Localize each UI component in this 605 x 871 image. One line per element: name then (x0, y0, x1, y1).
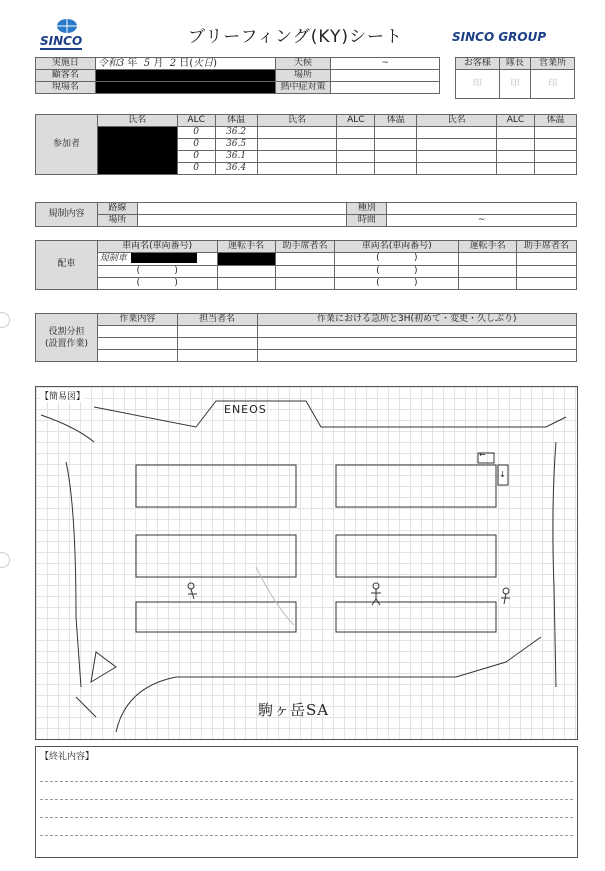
diagram-section[interactable] (35, 386, 578, 740)
approval-header-chief: 隊長 (499, 58, 530, 70)
dispatch-vehicle-1[interactable] (97, 253, 217, 266)
road-line (41, 415, 94, 442)
roles-row (36, 350, 577, 362)
date-label: 実施日 (36, 58, 96, 70)
roles-header-keypoints: 作業における急所と3H(初めて・変更・久しぶり) (257, 314, 576, 326)
time-value[interactable] (387, 215, 577, 227)
dispatch-passenger-2[interactable] (517, 277, 577, 289)
dispatch-row (36, 277, 577, 289)
dispatch-driver-1[interactable] (217, 265, 275, 277)
roles-cell[interactable] (97, 350, 177, 362)
participant-cell[interactable] (497, 151, 535, 163)
dispatch-header-vehicle-1: 車両名(車両番号) (97, 241, 217, 253)
paren-open: ( (136, 277, 141, 288)
stamp-office-label: 印 (548, 78, 558, 89)
worker-figure (371, 589, 381, 605)
driver-redacted (217, 253, 275, 266)
participant-header-alc-3: ALC (497, 115, 535, 127)
date-month: 5 (143, 58, 151, 69)
participant-header-name-1: 氏名 (97, 115, 177, 127)
approval-header-office: 営業所 (531, 58, 575, 70)
dispatch-driver-2[interactable] (459, 277, 517, 289)
participant-alc[interactable]: 0 (177, 139, 215, 151)
roles-cell[interactable] (97, 326, 177, 338)
client-value-redacted (95, 70, 275, 82)
dispatch-driver-1[interactable] (217, 277, 275, 289)
dispatch-header-passenger-1: 助手席者名 (275, 241, 335, 253)
worker-figure (501, 594, 510, 604)
page-title: ブリーフィング(KY)シート (188, 27, 403, 47)
worker-figure (373, 583, 379, 589)
participant-alc[interactable]: 0 (177, 151, 215, 163)
road-line (553, 442, 556, 687)
year-unit: 年 (127, 58, 138, 69)
spot-label: 場所 (97, 215, 137, 227)
dispatch-header-vehicle-2: 車両名(車両番号) (335, 241, 459, 253)
participant-header-alc-2: ALC (337, 115, 375, 127)
participant-cell[interactable] (375, 163, 417, 175)
participant-cell[interactable] (417, 163, 497, 175)
participant-header-name-3: 氏名 (417, 115, 497, 127)
binder-hole (0, 312, 10, 328)
regulation-label: 規制内容 (36, 203, 98, 227)
roles-label (36, 314, 98, 362)
dispatch-header-driver-1: 運転手名 (217, 241, 275, 253)
roles-cell[interactable] (177, 338, 257, 350)
paren-close: ) (174, 277, 178, 288)
dispatch-vehicle-1[interactable] (97, 277, 217, 289)
date-year: 3 (117, 58, 125, 69)
dispatch-label: 配車 (36, 241, 98, 290)
logo-text: SINCO (40, 34, 83, 48)
vehicle-number-redacted (131, 253, 197, 263)
client-label: 顧客名 (36, 70, 96, 82)
worker-figure (188, 589, 197, 599)
date-era: 令和 (97, 58, 118, 69)
participant-header-temp-2: 体温 (375, 115, 417, 127)
dispatch-header-driver-2: 運転手名 (459, 241, 517, 253)
site-value-redacted (95, 82, 275, 94)
roles-cell[interactable] (257, 338, 576, 350)
participants-label: 参加者 (36, 115, 98, 175)
roles-table (35, 313, 577, 362)
dispatch-passenger-2[interactable] (517, 265, 577, 277)
date-day: 2 (169, 58, 177, 69)
participant-cell[interactable] (257, 163, 337, 175)
dispatch-row (36, 265, 577, 277)
pencil-mark (256, 567, 294, 625)
heat-label: 熱中症対策 (275, 82, 331, 94)
parking-row (136, 602, 296, 632)
closing-label: 【終礼内容】 (40, 752, 95, 762)
participant-cell[interactable] (534, 127, 576, 139)
diagram-sketch (36, 387, 577, 739)
participant-cell[interactable] (375, 151, 417, 163)
participant-cell[interactable] (417, 139, 497, 151)
participant-header-alc-1: ALC (177, 115, 215, 127)
participant-name-redacted (97, 127, 177, 175)
sign-arrow-left-icon: ← (479, 450, 486, 459)
logo (32, 18, 102, 50)
info-table (35, 57, 440, 94)
closing-line (40, 817, 573, 818)
dispatch-passenger-1[interactable] (275, 265, 335, 277)
dispatch-passenger-1[interactable] (275, 253, 335, 266)
spot-value[interactable] (137, 215, 347, 227)
kind-value[interactable] (387, 203, 577, 215)
parking-row (136, 465, 296, 507)
route-label: 路線 (97, 203, 137, 215)
dispatch-vehicle-2[interactable] (335, 277, 459, 289)
participant-row (36, 127, 577, 139)
paren-close: ) (413, 265, 418, 276)
date-value[interactable] (95, 58, 275, 70)
paren-open: ( (376, 277, 380, 288)
heat-value[interactable] (331, 82, 440, 94)
paren-open: ( (136, 265, 141, 276)
participant-cell[interactable] (497, 127, 535, 139)
stamp-chief[interactable] (499, 70, 530, 99)
paren-open: ( (376, 265, 380, 276)
first-vehicle-name: 規制車 (99, 253, 127, 264)
sign-arrow-down-icon: ↓ (499, 470, 506, 479)
gas-station-label: ENEOS (224, 403, 267, 416)
dispatch-vehicle-1[interactable] (97, 265, 217, 277)
closing-line (40, 835, 573, 836)
stamp-client-label: 印 (472, 78, 482, 89)
group-name: SINCO GROUP (452, 30, 547, 44)
worker-figure (503, 588, 509, 594)
parking-row (136, 535, 296, 577)
weather-label: 天候 (275, 58, 331, 70)
approval-table (455, 57, 575, 99)
participant-cell[interactable] (375, 127, 417, 139)
participant-cell[interactable] (497, 163, 535, 175)
stamp-client[interactable] (456, 70, 500, 99)
participant-header-name-2: 氏名 (257, 115, 337, 127)
participant-cell[interactable] (337, 139, 375, 151)
roles-header-assignee: 担当者名 (177, 314, 257, 326)
roles-header-task: 作業内容 (97, 314, 177, 326)
participant-cell[interactable] (534, 163, 576, 175)
roles-cell[interactable] (97, 338, 177, 350)
dispatch-passenger-2[interactable] (517, 253, 577, 266)
participant-temp[interactable]: 36.5 (215, 139, 257, 151)
participant-cell[interactable] (497, 139, 535, 151)
regulation-table (35, 202, 577, 227)
participant-cell[interactable] (534, 151, 576, 163)
parking-row (336, 602, 496, 632)
participant-cell[interactable] (337, 151, 375, 163)
triangle-marker (91, 652, 116, 682)
roles-row (36, 338, 577, 350)
road-line (94, 401, 566, 427)
roles-cell[interactable] (177, 350, 257, 362)
dispatch-driver-2[interactable] (459, 265, 517, 277)
location-label: 駒ヶ岳SA (258, 701, 330, 719)
dispatch-table (35, 240, 577, 290)
paren-close: ) (174, 265, 178, 276)
paren-close: ) (413, 253, 418, 264)
place-value[interactable] (331, 70, 440, 82)
roles-label-line2: (設置作業) (44, 338, 88, 349)
participant-header-temp-1: 体温 (215, 115, 257, 127)
diagram-label: 【簡易図】 (40, 389, 85, 402)
route-value[interactable] (137, 203, 347, 215)
participant-cell[interactable] (337, 127, 375, 139)
participant-temp[interactable]: 36.1 (215, 151, 257, 163)
worker-figure (188, 583, 194, 589)
paren-open: ( (376, 253, 380, 264)
roles-cell[interactable] (257, 350, 576, 362)
dispatch-header-passenger-2: 助手席者名 (517, 241, 577, 253)
date-close-paren: ) (213, 58, 218, 69)
participant-alc[interactable]: 0 (177, 163, 215, 175)
month-unit: 月 (153, 58, 164, 69)
dispatch-driver-2[interactable] (459, 253, 517, 266)
participant-temp[interactable]: 36.4 (215, 163, 257, 175)
logo-globe-icon (56, 18, 78, 34)
site-label: 現場名 (36, 82, 96, 94)
road-line (76, 697, 96, 717)
place-label: 場所 (275, 70, 331, 82)
closing-line (40, 781, 573, 782)
closing-section[interactable] (35, 746, 578, 858)
time-label: 時間 (347, 215, 387, 227)
participant-cell[interactable] (417, 151, 497, 163)
dispatch-row (36, 253, 577, 266)
time-range-mark: ~ (477, 215, 486, 225)
participant-cell[interactable] (375, 139, 417, 151)
binder-hole (0, 552, 10, 568)
participant-header-temp-3: 体温 (534, 115, 576, 127)
roles-cell[interactable] (257, 326, 576, 338)
kind-label: 種別 (347, 203, 387, 215)
participant-cell[interactable] (417, 127, 497, 139)
stamp-office[interactable] (531, 70, 575, 99)
roles-row (36, 326, 577, 338)
road-line (66, 462, 81, 687)
weather-range-mark: ~ (381, 58, 390, 68)
dispatch-passenger-1[interactable] (275, 277, 335, 289)
weather-value[interactable] (331, 58, 440, 70)
participants-table (35, 114, 577, 175)
parking-row (336, 465, 496, 507)
participant-temp[interactable]: 36.2 (215, 127, 257, 139)
dispatch-vehicle-2[interactable] (335, 265, 459, 277)
parking-row (336, 535, 496, 577)
stamp-chief-label: 印 (510, 78, 520, 89)
participant-cell[interactable] (337, 163, 375, 175)
day-unit: 日( (179, 58, 194, 69)
paren-close: ) (413, 277, 418, 288)
dispatch-vehicle-2[interactable] (335, 253, 459, 266)
participant-cell[interactable] (257, 139, 337, 151)
date-weekday: 火日 (193, 58, 214, 69)
closing-line (40, 799, 573, 800)
participant-alc[interactable]: 0 (177, 127, 215, 139)
roles-cell[interactable] (177, 326, 257, 338)
participant-cell[interactable] (257, 127, 337, 139)
roles-label-line1: 役割分担 (48, 326, 85, 337)
participant-cell[interactable] (534, 139, 576, 151)
approval-header-client: お客様 (456, 58, 500, 70)
participant-cell[interactable] (257, 151, 337, 163)
